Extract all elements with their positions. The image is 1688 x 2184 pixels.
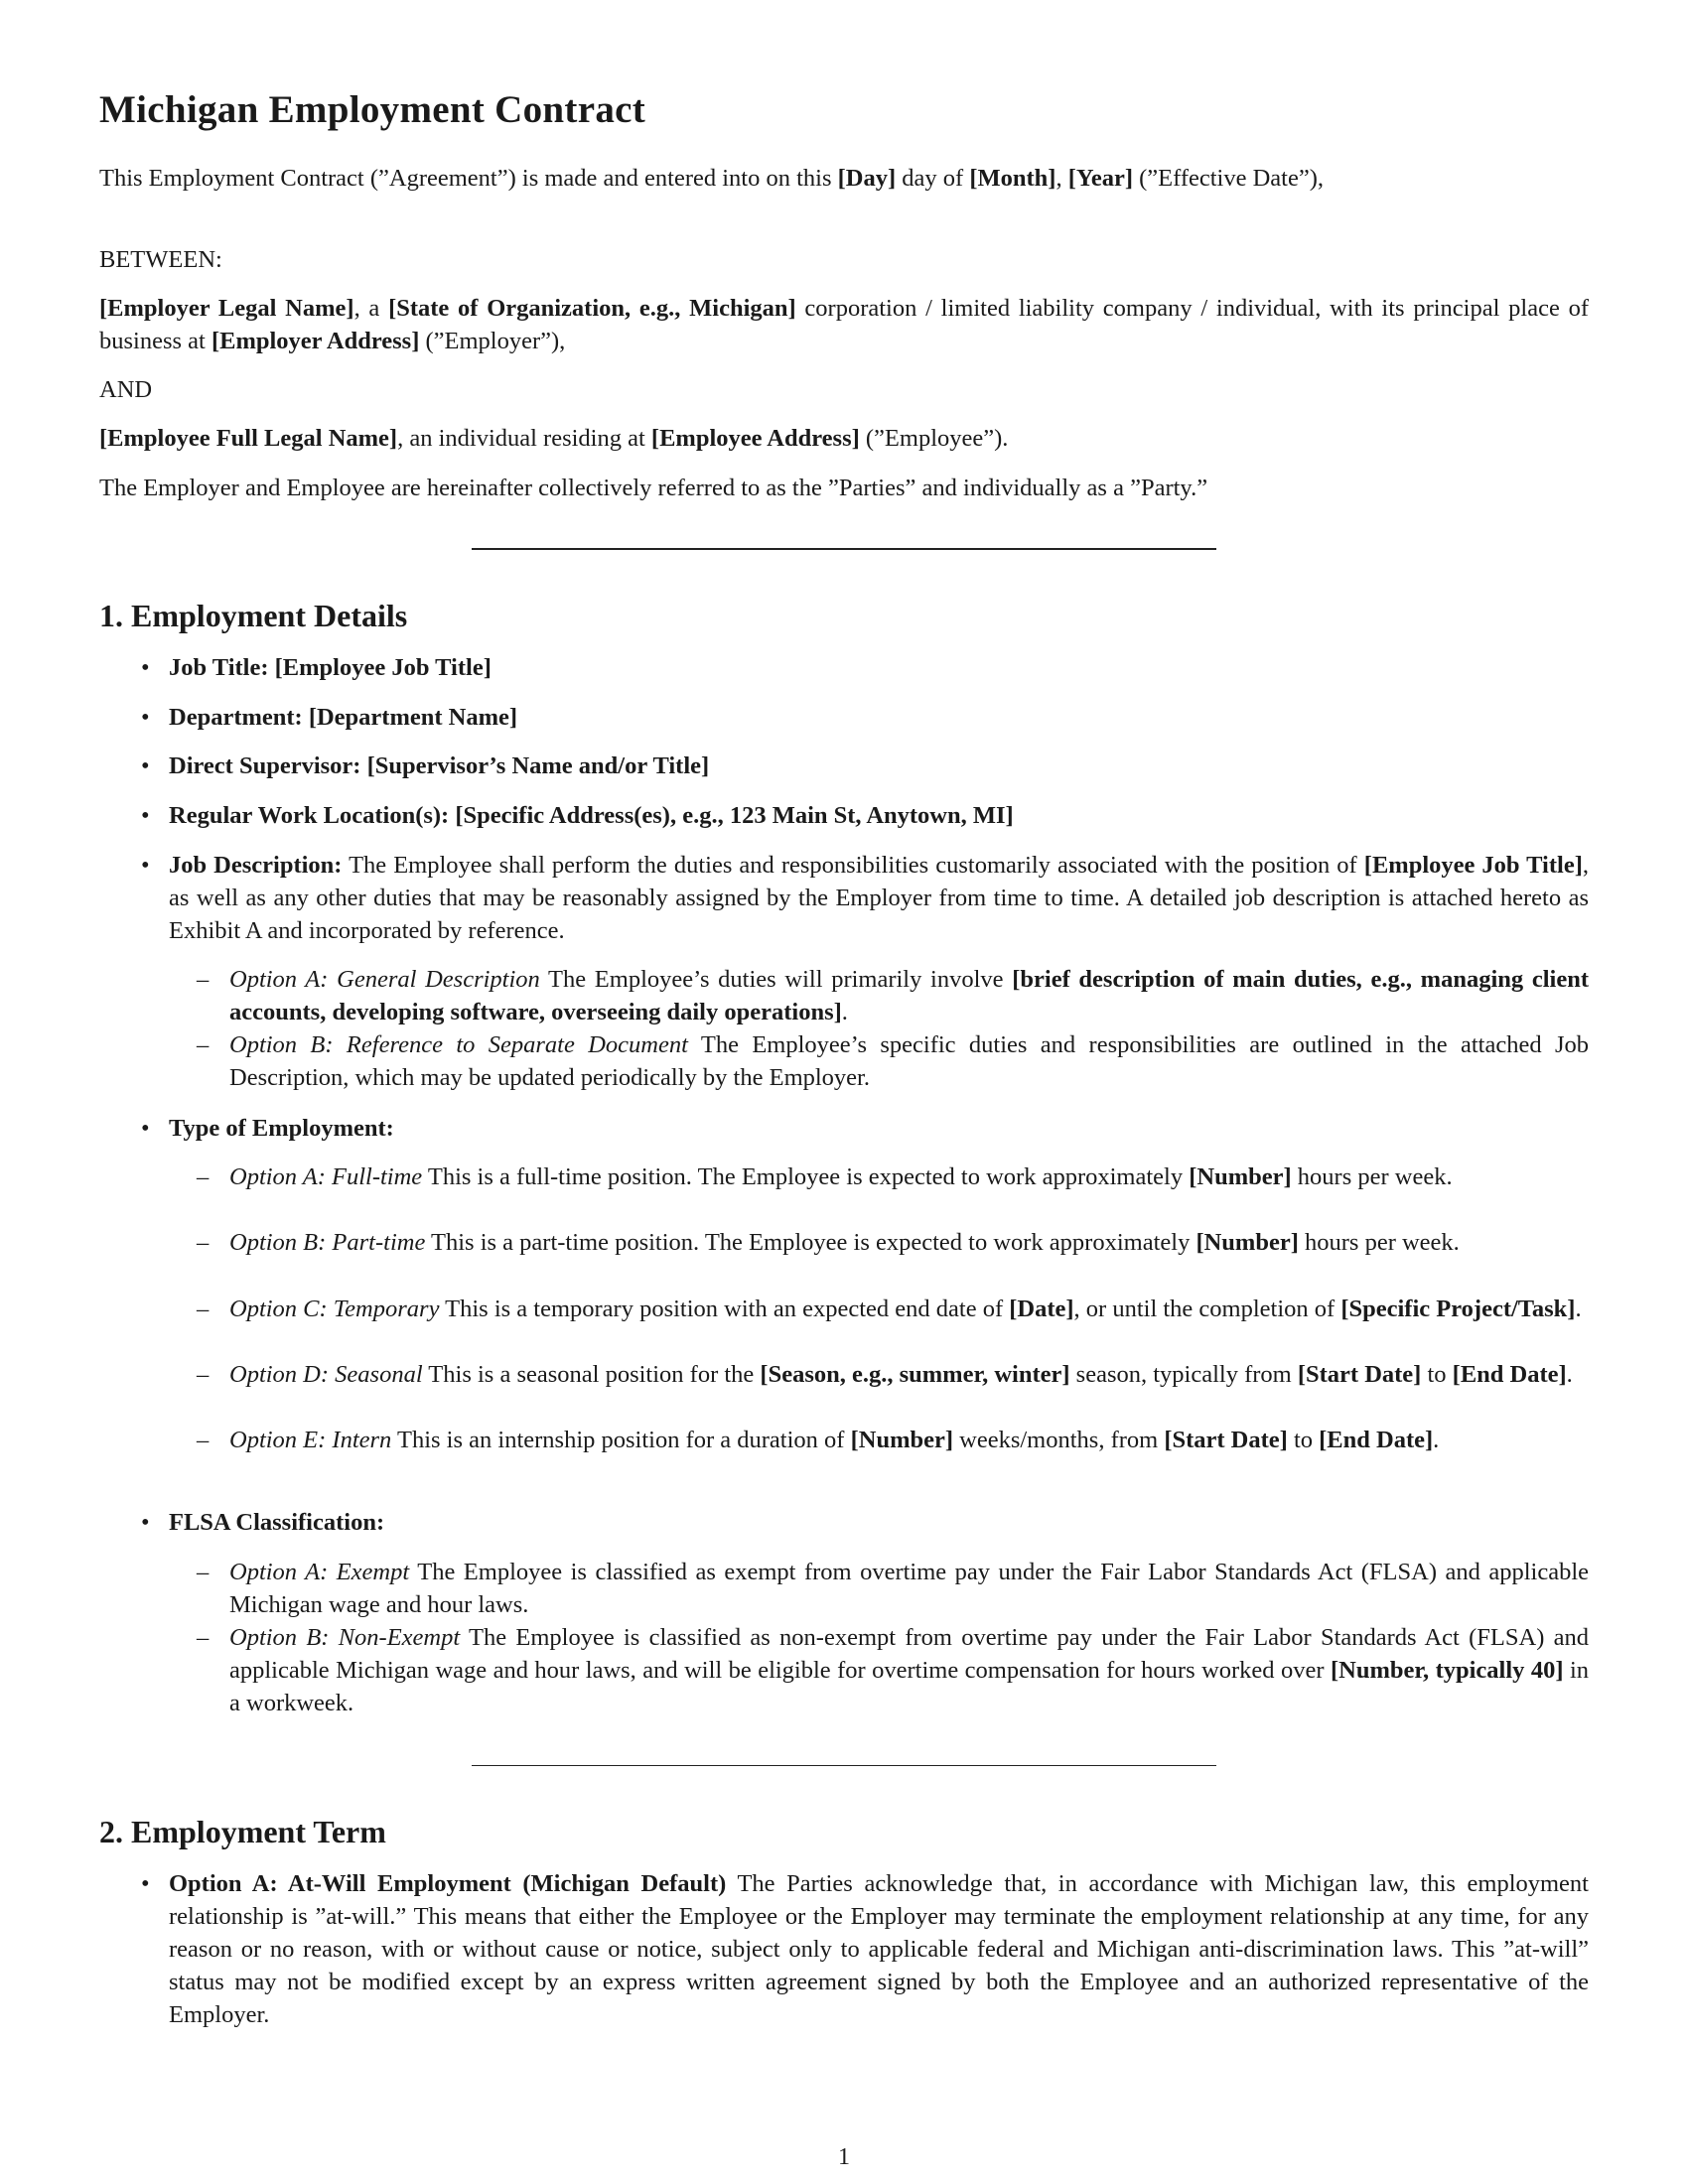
employer-text: (”Employer”), xyxy=(419,328,566,354)
option-text: . xyxy=(841,999,848,1025)
item-text: The Employee shall perform the duties and responsibilities customarily associated with the position of xyxy=(342,852,1364,879)
option-text: , or until the completion of xyxy=(1073,1296,1341,1322)
list-item-employment-type xyxy=(169,1112,1589,1145)
option-text: This is an internship position for a duration of xyxy=(391,1427,851,1453)
employer-text: , a xyxy=(353,295,389,322)
item-text: , as well as any other duties that may be reasonably assigned by the Employer from time to time. A detailed job description is attached hereto as Exhibit A and incorporated by reference. xyxy=(169,852,1589,944)
sublist-item-non-exempt xyxy=(229,1621,1589,1719)
item-label: Regular Work Location(s): xyxy=(169,802,450,829)
employee-text: (”Employee”). xyxy=(859,425,1009,452)
option-placeholder: [Date] xyxy=(1009,1296,1074,1322)
option-text: This is a temporary position with an expected end date of xyxy=(439,1296,1010,1322)
option-placeholder: [brief description of main duties, e.g., managing client accounts, developing software, overseeing daily operations] xyxy=(229,966,1589,1025)
employee-name-placeholder: [Employee Full Legal Name] xyxy=(99,425,398,452)
parties-paragraph: The Employer and Employee are hereinafter collectively referred to as the ”Parties” and individually as a ”Party.” xyxy=(99,475,1208,501)
sublist-item-part-time xyxy=(229,1226,1589,1259)
option-placeholder: [Season, e.g., summer, winter] xyxy=(760,1361,1070,1388)
employer-address-placeholder: [Employer Address] xyxy=(211,328,420,354)
option-label: Option A: Full-time xyxy=(229,1163,423,1190)
option-text: in a workweek. xyxy=(229,1657,1590,1716)
option-text: weeks/months, from xyxy=(953,1427,1165,1453)
item-label: Job Title: xyxy=(169,654,269,681)
employee-paragraph xyxy=(99,422,1589,455)
intro-text: This Employment Contract (”Agreement”) is made and entered into on this xyxy=(99,165,838,192)
option-placeholder: [Specific Project/Task] xyxy=(1340,1296,1576,1322)
sublist-item-exempt xyxy=(229,1556,1589,1621)
item-label: Direct Supervisor: xyxy=(169,752,361,779)
intro-text: day of xyxy=(896,165,970,192)
list-item-supervisor xyxy=(169,750,1589,782)
option-text: The Employee’s specific duties and responsibilities are outlined in the attached Job Description, which may be updated periodically by the Employer. xyxy=(229,1031,1589,1091)
sublist-item-intern xyxy=(229,1424,1589,1456)
sublist-item-full-time xyxy=(229,1160,1589,1193)
option-label: Option D: Seasonal xyxy=(229,1361,423,1388)
employer-text: corporation / limited liability company / individual, with its principal place of business at xyxy=(99,295,1589,354)
item-label: Department: xyxy=(169,704,303,731)
option-placeholder: [Number] xyxy=(1196,1229,1299,1256)
employer-name-placeholder: [Employer Legal Name] xyxy=(99,295,354,322)
list-item-job-title xyxy=(169,651,1589,684)
item-placeholder: [Employee Job Title] xyxy=(274,654,492,681)
option-placeholder: [End Date] xyxy=(1319,1427,1434,1453)
intro-text: , xyxy=(1055,165,1068,192)
section-2-heading: 2. Employment Term xyxy=(99,1814,386,1849)
item-placeholder: [Specific Address(es), e.g., 123 Main St, Anytown, MI] xyxy=(455,802,1014,829)
section-1-heading: 1. Employment Details xyxy=(99,598,408,633)
sublist-item-jd-option-b xyxy=(229,1028,1589,1094)
divider xyxy=(472,548,1216,550)
option-text: This is a seasonal position for the xyxy=(422,1361,761,1388)
month-placeholder: [Month] xyxy=(969,165,1056,192)
option-placeholder: [Start Date] xyxy=(1164,1427,1288,1453)
option-text: to xyxy=(1421,1361,1453,1388)
list-item-at-will xyxy=(169,1867,1589,2031)
option-text: season, typically from xyxy=(1069,1361,1298,1388)
list-item-job-description xyxy=(169,849,1589,947)
option-placeholder: [Number] xyxy=(1189,1163,1292,1190)
state-placeholder: [State of Organization, e.g., Michigan] xyxy=(388,295,796,322)
list-item-department xyxy=(169,701,1589,734)
item-label: Job Description: xyxy=(169,852,343,879)
item-label: Option A: At-Will Employment (Michigan Default) xyxy=(169,1870,727,1897)
employer-paragraph xyxy=(99,292,1589,357)
option-text: The Employee’s duties will primarily involve xyxy=(539,966,1013,993)
option-text: hours per week. xyxy=(1291,1163,1453,1190)
item-label: Type of Employment: xyxy=(169,1115,394,1142)
item-placeholder: [Employee Job Title] xyxy=(1363,852,1583,879)
option-label: Option C: Temporary xyxy=(229,1296,440,1322)
option-label: Option A: Exempt xyxy=(229,1559,410,1585)
option-text: to xyxy=(1287,1427,1320,1453)
item-text: The Parties acknowledge that, in accordance with Michigan law, this employment relationship is ”at-will.” This means that either the Employee or the Employer may terminate the employment relationship at any time, for any reason or no reason, with or without cause or notice, subject only to applicable federal and Michigan anti-discrimination laws. This ”at-will” status may not be modified except by an express written agreement signed by both the Employee and an authorized representative of the Employer. xyxy=(169,1870,1589,2028)
item-placeholder: [Supervisor’s Name and/or Title] xyxy=(366,752,710,779)
list-item-flsa xyxy=(169,1506,1589,1539)
option-label: Option E: Intern xyxy=(229,1427,392,1453)
option-text: The Employee is classified as non-exempt from overtime pay under the Fair Labor Standards Act (FLSA) and applicable Michigan wage and hour laws, and will be eligible for overtime compensation for hours worked over xyxy=(229,1624,1589,1684)
option-text: . xyxy=(1566,1361,1573,1388)
option-text: This is a full-time position. The Employee is expected to work approximately xyxy=(422,1163,1190,1190)
day-placeholder: [Day] xyxy=(837,165,897,192)
employee-address-placeholder: [Employee Address] xyxy=(650,425,860,452)
sublist-item-jd-option-a xyxy=(229,963,1589,1028)
item-placeholder: [Department Name] xyxy=(308,704,518,731)
and-label: AND xyxy=(99,376,153,403)
option-placeholder: [End Date] xyxy=(1452,1361,1567,1388)
intro-paragraph xyxy=(99,162,1589,195)
option-placeholder: [Number, typically 40] xyxy=(1330,1657,1564,1684)
item-label: FLSA Classification: xyxy=(169,1509,385,1536)
option-label: Option B: Non-Exempt xyxy=(229,1624,461,1651)
employee-text: , an individual residing at xyxy=(397,425,651,452)
option-placeholder: [Start Date] xyxy=(1297,1361,1422,1388)
page-number: 1 xyxy=(838,2144,850,2170)
option-text: hours per week. xyxy=(1298,1229,1460,1256)
list-item-location xyxy=(169,799,1589,832)
option-text: . xyxy=(1575,1296,1582,1322)
sublist-item-temporary xyxy=(229,1293,1589,1325)
between-label: BETWEEN: xyxy=(99,246,222,273)
option-text: This is a part-time position. The Employee is expected to work approximately xyxy=(425,1229,1196,1256)
intro-text: (”Effective Date”), xyxy=(1132,165,1325,192)
divider xyxy=(472,1765,1216,1766)
document-title: Michigan Employment Contract xyxy=(99,88,646,131)
option-text: . xyxy=(1433,1427,1440,1453)
option-placeholder: [Number] xyxy=(850,1427,954,1453)
year-placeholder: [Year] xyxy=(1067,165,1133,192)
option-text: The Employee is classified as exempt from overtime pay under the Fair Labor Standards Act (FLSA) and applicable Michigan wage and hour laws. xyxy=(229,1559,1590,1618)
option-label: Option A: General Description xyxy=(229,966,540,993)
sublist-item-seasonal xyxy=(229,1358,1589,1391)
option-label: Option B: Reference to Separate Document xyxy=(229,1031,688,1058)
option-label: Option B: Part-time xyxy=(229,1229,426,1256)
